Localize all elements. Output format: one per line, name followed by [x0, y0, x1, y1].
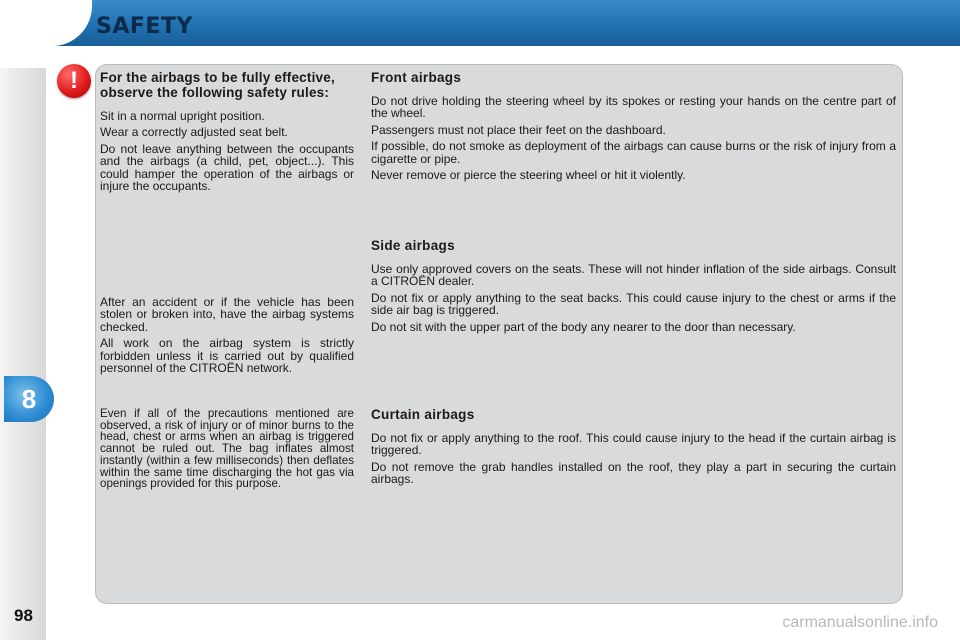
checks-block — [100, 296, 354, 378]
exclamation-icon: ! — [57, 64, 91, 98]
curtain-airbags-section — [371, 407, 896, 490]
side-paragraph: Do not sit with the upper part of the body any nearer to the door than necessary. — [371, 319, 796, 334]
rule-paragraph: Do not leave anything between the occupants and the airbags (a child, pet, object...). This could hamper the operation of the airbags or injure the occupants. — [100, 141, 354, 194]
curtain-paragraph: Do not fix or apply anything to the roof. This could cause injury to the head if the curtain airbag is triggered. — [371, 431, 896, 458]
rule-paragraph: All work on the airbag system is strictly forbidden unless it is carried out by qualified personnel of the CITROËN network. — [100, 336, 354, 376]
front-airbags-heading: Front airbags — [371, 70, 462, 85]
risk-block — [100, 408, 354, 494]
safety-rules-heading: For the airbags to be fully effective, observe the following safety rules: — [100, 70, 335, 100]
rule-paragraph: Sit in a normal upright position. — [100, 109, 265, 123]
front-paragraph: Passengers must not place their feet on the dashboard. — [371, 122, 666, 137]
rule-paragraph: After an accident or if the vehicle has been stolen or broken into, have the airbag systems checked. — [100, 295, 354, 334]
front-paragraph: If possible, do not smoke as deployment of the airbags can cause burns or the risk of injury from a cigarette or pipe. — [371, 139, 896, 166]
page-title: SAFETY — [96, 14, 193, 39]
front-paragraph: Never remove or pierce the steering wheel or hit it violently. — [371, 168, 686, 183]
side-paragraph: Do not fix or apply anything to the seat backs. This could cause injury to the chest or arms if the side air bag is triggered. — [371, 290, 896, 318]
rule-paragraph: Wear a correctly adjusted seat belt. — [100, 125, 288, 140]
front-airbags-section — [371, 70, 896, 185]
curtain-paragraph: Do not remove the grab handles installed on the roof, they play a part in securing the curtain airbags. — [371, 459, 896, 487]
rule-paragraph: Even if all of the precautions mentioned are observed, a risk of injury or of minor burns to the head, chest or arms when an airbag is triggered cannot be ruled out. The bag inflates almost instantly (within a few milliseconds) then deflates within the same time discharging the hot gas via openings provided for this purpose. — [100, 407, 354, 491]
side-airbags-section — [371, 238, 896, 337]
header-banner — [0, 0, 960, 46]
sidebar-strip — [0, 68, 46, 640]
front-paragraph: Do not drive holding the steering wheel by its spokes or resting your hands on the centre part of the wheel. — [371, 94, 896, 121]
side-paragraph: Use only approved covers on the seats. These will not hinder inflation of the side airbags. Consult a CITROËN dealer. — [371, 262, 896, 289]
page-number: 98 — [14, 606, 33, 625]
header-tab — [0, 0, 92, 46]
safety-rules-column — [100, 70, 354, 196]
side-airbags-heading: Side airbags — [371, 238, 455, 253]
curtain-airbags-heading: Curtain airbags — [371, 407, 475, 422]
watermark: carmanualsonline.info — [782, 614, 938, 631]
chapter-badge: 8 — [4, 376, 54, 422]
